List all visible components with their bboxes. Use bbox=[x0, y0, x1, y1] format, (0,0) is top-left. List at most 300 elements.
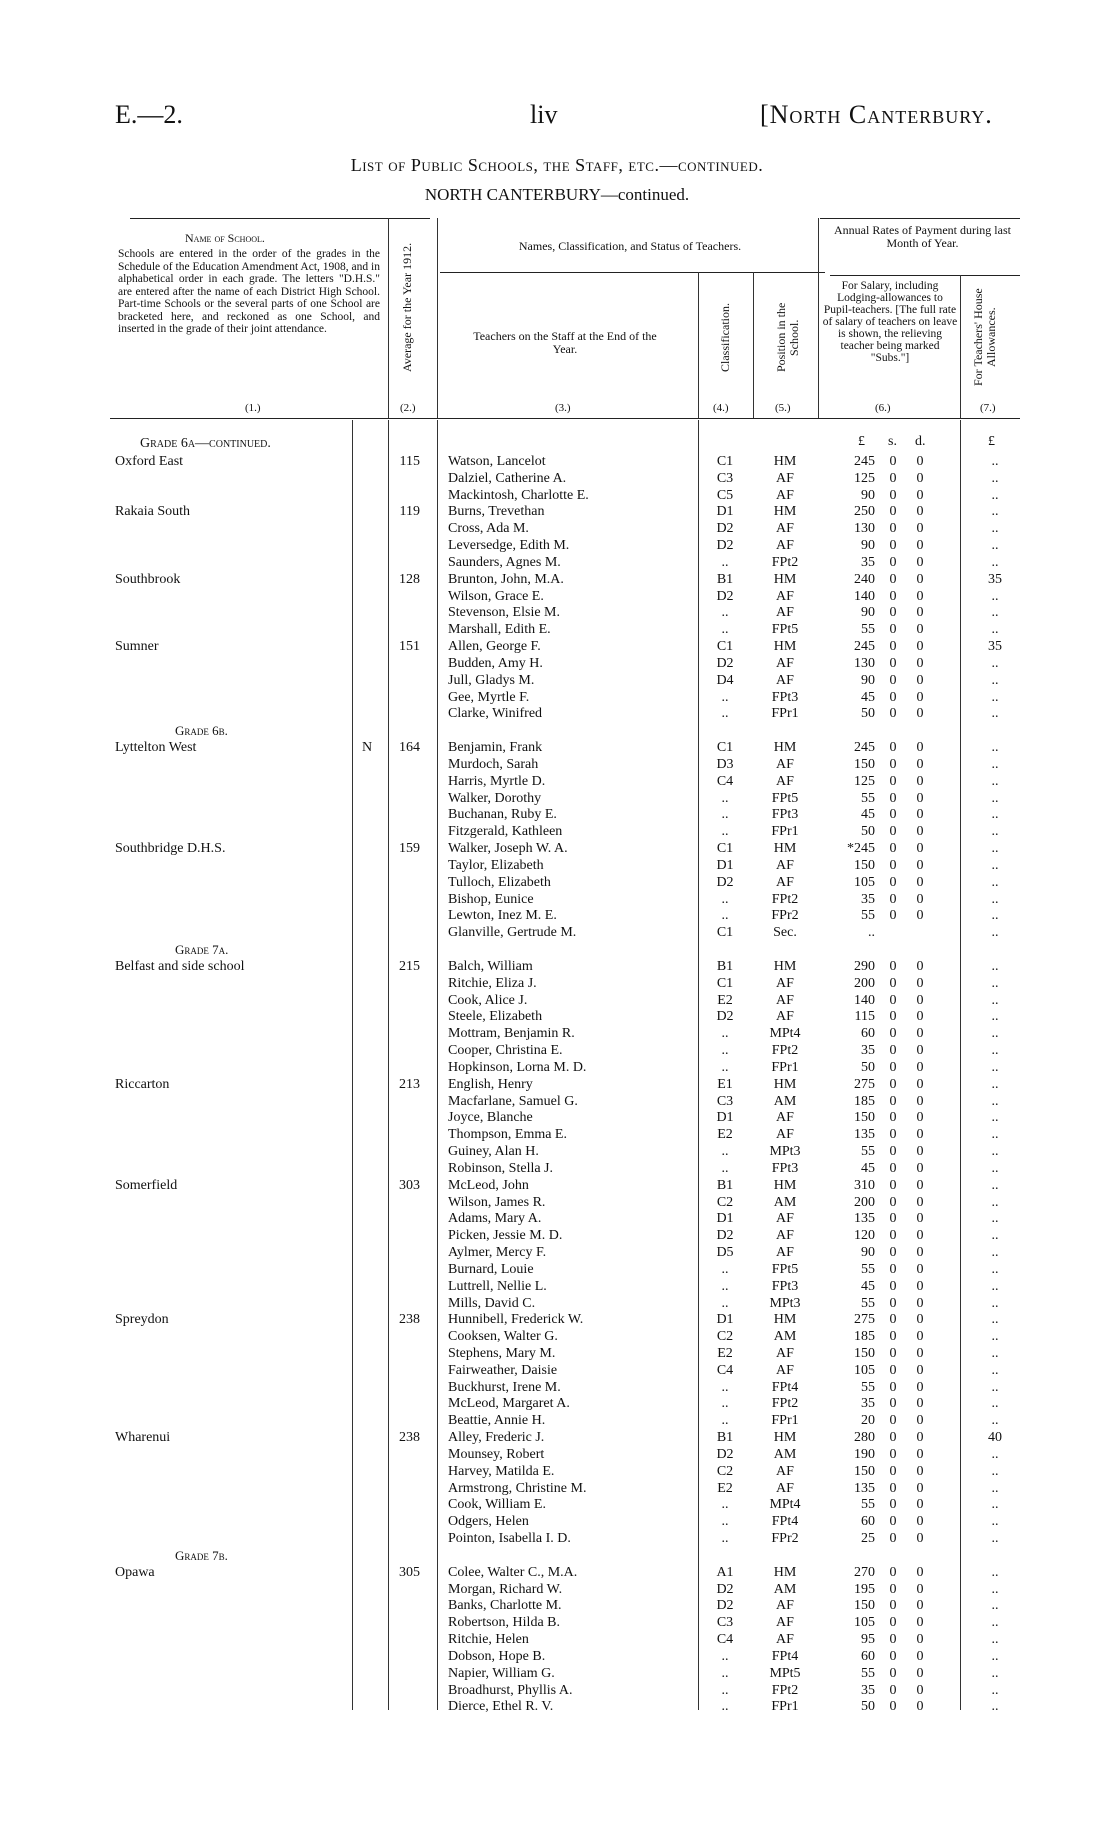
classification: .. bbox=[721, 807, 729, 823]
salary-shillings: 0 bbox=[889, 1648, 897, 1664]
position: HM bbox=[773, 958, 797, 974]
house-allowance: .. bbox=[991, 1446, 999, 1462]
classification: .. bbox=[721, 891, 729, 907]
col-divider bbox=[818, 218, 819, 418]
classification: E1 bbox=[717, 1076, 733, 1092]
classification: .. bbox=[721, 1682, 729, 1698]
teacher-name: Burns, Trevethan bbox=[448, 504, 545, 520]
position: AF bbox=[776, 588, 794, 604]
school-name: Belfast and side school bbox=[115, 958, 245, 974]
classification: E2 bbox=[717, 1127, 733, 1143]
table-row bbox=[0, 1513, 1114, 1530]
salary-pounds: 250 bbox=[854, 504, 875, 520]
classification: .. bbox=[721, 1059, 729, 1075]
salary-shillings: 0 bbox=[889, 1177, 897, 1193]
salary-shillings: 0 bbox=[889, 1396, 897, 1412]
position: AF bbox=[776, 874, 794, 890]
teacher-name: Burnard, Louie bbox=[448, 1261, 534, 1277]
house-allowance: .. bbox=[991, 824, 999, 840]
position: FPr1 bbox=[771, 706, 799, 722]
salary-pence: 0 bbox=[916, 1093, 924, 1109]
classification: C2 bbox=[716, 1329, 734, 1345]
col1-description: Schools are entered in the order of the grades in the Schedule of the Education Amendment Act, 1908, and in alphabetical order in each grade. The letters "D.H.S." are entered after the name of each District High School. Part-time Schools or the several parts of one School are bracketed here, and reckoned as one School, and inserted in the grade of their joint attendance. bbox=[118, 248, 380, 335]
table-row bbox=[0, 1210, 1114, 1227]
classification: D2 bbox=[716, 655, 734, 671]
salary-shillings: 0 bbox=[889, 1278, 897, 1294]
house-allowance: .. bbox=[991, 1144, 999, 1160]
salary-shillings: 0 bbox=[889, 1564, 897, 1580]
col1-number: (1.) bbox=[245, 402, 261, 414]
col4-number: (4.) bbox=[713, 402, 729, 414]
house-allowance: 40 bbox=[988, 1430, 1002, 1446]
table-row bbox=[0, 1564, 1114, 1581]
classification: D2 bbox=[716, 1009, 734, 1025]
salary-pence: 0 bbox=[916, 639, 924, 655]
salary-shillings: 0 bbox=[889, 538, 897, 554]
col7-number: (7.) bbox=[980, 402, 996, 414]
table-row bbox=[0, 739, 1114, 756]
table-row bbox=[0, 857, 1114, 874]
salary-pounds: 50 bbox=[861, 1059, 875, 1075]
grade-heading-row bbox=[0, 1547, 1114, 1564]
table-row bbox=[0, 604, 1114, 621]
col1-heading: Name of School. bbox=[185, 231, 265, 245]
group-rule bbox=[830, 275, 1020, 276]
salary-pounds: 90 bbox=[861, 605, 875, 621]
salary-pounds: 20 bbox=[861, 1413, 875, 1429]
teacher-name: Walker, Dorothy bbox=[448, 790, 542, 806]
position: Sec. bbox=[773, 925, 797, 941]
salary-pence: 0 bbox=[916, 1581, 924, 1597]
classification: B1 bbox=[716, 571, 734, 587]
classification: C3 bbox=[716, 1093, 734, 1109]
salary-pounds: 35 bbox=[861, 1043, 875, 1059]
school-name: Opawa bbox=[115, 1564, 155, 1580]
house-allowance: .. bbox=[991, 756, 999, 772]
salary-pence: 0 bbox=[916, 975, 924, 991]
salary-shillings: 0 bbox=[889, 908, 897, 924]
salary-pence: 0 bbox=[916, 908, 924, 924]
position: AF bbox=[776, 538, 794, 554]
salary-pounds: 60 bbox=[861, 1026, 875, 1042]
position: FPr1 bbox=[771, 1059, 799, 1075]
salary-pence: 0 bbox=[916, 790, 924, 806]
salary-pounds: 55 bbox=[861, 622, 875, 638]
teacher-name: Lewton, Inez M. E. bbox=[448, 908, 557, 924]
teacher-name: Stevenson, Elsie M. bbox=[448, 605, 560, 621]
classification: C4 bbox=[716, 773, 734, 789]
salary-shillings: 0 bbox=[889, 841, 897, 857]
salary-shillings: 0 bbox=[889, 975, 897, 991]
salary-pence: 0 bbox=[916, 1345, 924, 1361]
classification: .. bbox=[721, 790, 729, 806]
teacher-name: Benjamin, Frank bbox=[448, 740, 543, 756]
classification: D2 bbox=[716, 1228, 734, 1244]
house-allowance: .. bbox=[991, 689, 999, 705]
house-allowance: .. bbox=[991, 1110, 999, 1126]
classification: E2 bbox=[717, 992, 733, 1008]
position: MPt3 bbox=[769, 1295, 801, 1311]
classification: .. bbox=[721, 1160, 729, 1176]
position: AF bbox=[776, 1009, 794, 1025]
classification: .. bbox=[721, 1295, 729, 1311]
col2-heading: Average for the Year 1912. bbox=[400, 242, 414, 373]
salary-pence: 0 bbox=[916, 1396, 924, 1412]
salary-shillings: 0 bbox=[889, 1312, 897, 1328]
house-allowance: .. bbox=[991, 1497, 999, 1513]
teacher-name: Dalziel, Catherine A. bbox=[448, 470, 567, 486]
salary-pence: 0 bbox=[916, 1598, 924, 1614]
position: MPt3 bbox=[769, 1144, 801, 1160]
house-allowance: .. bbox=[991, 487, 999, 503]
classification: D1 bbox=[716, 504, 734, 520]
house-allowance: .. bbox=[991, 1261, 999, 1277]
salary-shillings: 0 bbox=[889, 1665, 897, 1681]
teacher-name: Guiney, Alan H. bbox=[448, 1144, 539, 1160]
header-top-rule bbox=[130, 218, 430, 219]
table-row bbox=[0, 790, 1114, 807]
position: FPr2 bbox=[771, 1531, 799, 1547]
salary-pounds: 45 bbox=[861, 689, 875, 705]
salary-pounds: 105 bbox=[854, 1615, 875, 1631]
classification: D5 bbox=[716, 1245, 734, 1260]
table-row bbox=[0, 1362, 1114, 1379]
house-allowance: .. bbox=[991, 1043, 999, 1059]
salary-shillings: 0 bbox=[889, 1581, 897, 1597]
salary-pounds: 90 bbox=[861, 538, 875, 554]
teacher-name: Allen, George F. bbox=[448, 639, 541, 655]
house-allowance: .. bbox=[991, 1211, 999, 1227]
average-attendance: 238 bbox=[399, 1312, 420, 1328]
position: AF bbox=[776, 1598, 794, 1614]
classification: D2 bbox=[716, 1446, 734, 1462]
col7-heading: For Teachers' House Allowances. bbox=[971, 288, 998, 387]
salary-shillings: 0 bbox=[889, 622, 897, 638]
salary-pence: 0 bbox=[916, 1463, 924, 1479]
house-allowance: .. bbox=[991, 1329, 999, 1345]
classification: .. bbox=[721, 1514, 729, 1530]
house-allowance: .. bbox=[991, 588, 999, 604]
salary-shillings: 0 bbox=[889, 639, 897, 655]
table-row bbox=[0, 992, 1114, 1009]
salary-shillings: 0 bbox=[889, 655, 897, 671]
house-allowance: .. bbox=[991, 1514, 999, 1530]
house-allowance: .. bbox=[991, 605, 999, 621]
house-allowance: .. bbox=[991, 1564, 999, 1580]
position: HM bbox=[773, 504, 797, 520]
classification: .. bbox=[721, 1026, 729, 1042]
classification: C4 bbox=[716, 1632, 734, 1648]
salary-pence: 0 bbox=[916, 891, 924, 907]
teacher-name: Hopkinson, Lorna M. D. bbox=[448, 1059, 587, 1075]
salary-pounds: 150 bbox=[854, 1345, 875, 1361]
position: AF bbox=[776, 756, 794, 772]
house-allowance: .. bbox=[991, 841, 999, 857]
salary-shillings: 0 bbox=[889, 1194, 897, 1210]
salary-pence: 0 bbox=[916, 1312, 924, 1328]
teacher-name: Wilson, Grace E. bbox=[448, 588, 544, 604]
table-row bbox=[0, 487, 1114, 504]
teacher-name: Mackintosh, Charlotte E. bbox=[448, 487, 589, 503]
classification: D1 bbox=[716, 1211, 734, 1227]
classification: .. bbox=[721, 1413, 729, 1429]
salary-pounds: 280 bbox=[854, 1430, 875, 1446]
salary-pence: 0 bbox=[916, 706, 924, 722]
salary-pounds: 35 bbox=[861, 554, 875, 570]
teacher-name: Cooksen, Walter G. bbox=[448, 1329, 558, 1345]
classification: .. bbox=[721, 706, 729, 722]
salary-pounds: 185 bbox=[854, 1329, 875, 1345]
salary-pounds: 275 bbox=[854, 1076, 875, 1092]
average-attendance: 215 bbox=[399, 958, 420, 974]
house-allowance: .. bbox=[991, 1278, 999, 1294]
house-allowance: .. bbox=[991, 958, 999, 974]
col3-group-heading: Names, Classification, and Status of Teachers. bbox=[518, 239, 742, 253]
salary-pence: 0 bbox=[916, 1177, 924, 1193]
average-attendance: 305 bbox=[399, 1564, 420, 1580]
salary-shillings: 0 bbox=[889, 1682, 897, 1698]
salary-shillings: 0 bbox=[889, 1228, 897, 1244]
col2-number: (2.) bbox=[400, 402, 416, 414]
classification: .. bbox=[721, 1379, 729, 1395]
salary-shillings: 0 bbox=[889, 773, 897, 789]
house-allowance: .. bbox=[991, 857, 999, 873]
teacher-name: Colee, Walter C., M.A. bbox=[448, 1564, 578, 1580]
table-row bbox=[0, 1008, 1114, 1025]
salary-pounds: 290 bbox=[854, 958, 875, 974]
salary-pence: 0 bbox=[916, 622, 924, 638]
school-name: Riccarton bbox=[115, 1076, 170, 1092]
col6-group-heading: Annual Rates of Payment during last Month of Year. bbox=[834, 223, 1011, 250]
salary-pounds: 245 bbox=[854, 639, 875, 655]
position: HM bbox=[773, 1076, 797, 1092]
teacher-name: Beattie, Annie H. bbox=[448, 1413, 546, 1429]
salary-pence: 0 bbox=[916, 807, 924, 823]
average-attendance: 213 bbox=[399, 1076, 420, 1092]
salary-pence: 0 bbox=[916, 521, 924, 537]
house-allowance: .. bbox=[991, 1632, 999, 1648]
classification: .. bbox=[721, 824, 729, 840]
classification: B1 bbox=[716, 1430, 734, 1446]
salary-pounds: 270 bbox=[854, 1564, 875, 1580]
house-allowance: .. bbox=[991, 740, 999, 756]
house-allowance: .. bbox=[991, 1177, 999, 1193]
house-allowance: .. bbox=[991, 1615, 999, 1631]
classification: .. bbox=[721, 908, 729, 924]
position: FPt3 bbox=[771, 1160, 799, 1176]
position: AF bbox=[776, 1245, 794, 1260]
grade-heading: Grade 6b. bbox=[175, 723, 228, 739]
salary-pounds: 50 bbox=[861, 824, 875, 840]
house-allowance: .. bbox=[991, 1598, 999, 1614]
table-row bbox=[0, 1295, 1114, 1312]
salary-pounds: 55 bbox=[861, 790, 875, 806]
house-allowance: .. bbox=[991, 1059, 999, 1075]
house-pound-symbol: £ bbox=[988, 434, 995, 449]
position: HM bbox=[773, 454, 797, 469]
house-allowance: .. bbox=[991, 1295, 999, 1311]
salary-pence: 0 bbox=[916, 1211, 924, 1227]
salary-pounds: 150 bbox=[854, 1598, 875, 1614]
salary-pence: 0 bbox=[916, 571, 924, 587]
table-row bbox=[0, 1194, 1114, 1211]
table-row bbox=[0, 571, 1114, 588]
house-allowance: .. bbox=[991, 925, 999, 941]
salary-pounds: 130 bbox=[854, 655, 875, 671]
classification: B1 bbox=[716, 1177, 734, 1193]
table-row bbox=[0, 1311, 1114, 1328]
salary-shillings: 0 bbox=[889, 706, 897, 722]
salary-pounds: 90 bbox=[861, 487, 875, 503]
house-allowance: .. bbox=[991, 1396, 999, 1412]
table-row bbox=[0, 1059, 1114, 1076]
salary-shillings: 0 bbox=[889, 1480, 897, 1496]
house-allowance: .. bbox=[991, 1076, 999, 1092]
teacher-name: Cross, Ada M. bbox=[448, 521, 529, 537]
house-allowance: .. bbox=[991, 1362, 999, 1378]
salary-shillings: 0 bbox=[889, 1345, 897, 1361]
teacher-name: Saunders, Agnes M. bbox=[448, 554, 561, 570]
salary-pounds: 105 bbox=[854, 874, 875, 890]
table-row bbox=[0, 891, 1114, 908]
classification: C1 bbox=[716, 454, 734, 469]
teacher-name: Balch, William bbox=[448, 958, 533, 974]
classification: C5 bbox=[716, 487, 734, 503]
house-allowance: .. bbox=[991, 1581, 999, 1597]
position: AF bbox=[776, 1110, 794, 1126]
classification: C1 bbox=[716, 975, 734, 991]
pound-symbol: £ bbox=[858, 434, 865, 449]
position: FPt2 bbox=[771, 554, 799, 570]
teacher-name: Murdoch, Sarah bbox=[448, 756, 539, 772]
salary-shillings: 0 bbox=[889, 1144, 897, 1160]
school-name: Southbrook bbox=[115, 571, 181, 587]
salary-pence: 0 bbox=[916, 1362, 924, 1378]
position: FPr1 bbox=[771, 1413, 799, 1429]
salary-pence: 0 bbox=[916, 1144, 924, 1160]
salary-pence: 0 bbox=[916, 672, 924, 688]
salary-pounds: 310 bbox=[854, 1177, 875, 1193]
teacher-name: Mounsey, Robert bbox=[448, 1446, 545, 1462]
house-allowance: .. bbox=[991, 807, 999, 823]
salary-shillings: 0 bbox=[889, 504, 897, 520]
house-allowance: .. bbox=[991, 554, 999, 570]
salary-shillings: 0 bbox=[889, 1026, 897, 1042]
col3-number: (3.) bbox=[555, 402, 571, 414]
grade-heading: Grade 7a. bbox=[175, 942, 229, 958]
position: AF bbox=[776, 470, 794, 486]
teacher-name: Mills, David C. bbox=[448, 1295, 536, 1311]
house-allowance: .. bbox=[991, 538, 999, 554]
teacher-name: Aylmer, Mercy F. bbox=[448, 1245, 547, 1260]
classification: .. bbox=[721, 1043, 729, 1059]
salary-pounds: 140 bbox=[854, 992, 875, 1008]
classification: .. bbox=[721, 1648, 729, 1664]
table-row bbox=[0, 1278, 1114, 1295]
position: HM bbox=[773, 1177, 797, 1193]
classification: C1 bbox=[716, 740, 734, 756]
table-row bbox=[0, 1614, 1114, 1631]
table-row bbox=[0, 1395, 1114, 1412]
salary-shillings: 0 bbox=[889, 1076, 897, 1092]
position: MPt4 bbox=[769, 1026, 801, 1042]
classification: D2 bbox=[716, 538, 734, 554]
salary-pence: 0 bbox=[916, 1480, 924, 1496]
salary-pence: 0 bbox=[916, 958, 924, 974]
salary-shillings: 0 bbox=[889, 672, 897, 688]
house-allowance: .. bbox=[991, 1160, 999, 1176]
salary-pounds: 90 bbox=[861, 672, 875, 688]
salary-pence: 0 bbox=[916, 874, 924, 890]
table-row bbox=[0, 1109, 1114, 1126]
page-subtitle: NORTH CANTERBURY—continued. bbox=[424, 185, 690, 204]
col-divider bbox=[960, 275, 961, 418]
house-allowance: .. bbox=[991, 874, 999, 890]
teacher-name: Harvey, Matilda E. bbox=[448, 1463, 555, 1479]
page-section-code: E.—2. bbox=[115, 100, 183, 129]
salary-pounds: 45 bbox=[861, 807, 875, 823]
house-allowance: .. bbox=[991, 706, 999, 722]
salary-pence: 0 bbox=[916, 1514, 924, 1530]
house-allowance: .. bbox=[991, 1093, 999, 1109]
position: AF bbox=[776, 1362, 794, 1378]
salary-shillings: 0 bbox=[889, 1329, 897, 1345]
table-row bbox=[0, 1160, 1114, 1177]
salary-shillings: 0 bbox=[889, 1598, 897, 1614]
school-note: N bbox=[362, 740, 373, 756]
table-row bbox=[0, 1177, 1114, 1194]
table-row bbox=[0, 621, 1114, 638]
table-row bbox=[0, 1446, 1114, 1463]
salary-pence: 0 bbox=[916, 1446, 924, 1462]
salary-shillings: 0 bbox=[889, 1514, 897, 1530]
salary-pounds: 130 bbox=[854, 521, 875, 537]
classification: C3 bbox=[716, 1615, 734, 1631]
salary-shillings: 0 bbox=[889, 1059, 897, 1075]
house-allowance: .. bbox=[991, 891, 999, 907]
table-row bbox=[0, 689, 1114, 706]
school-name: Oxford East bbox=[115, 454, 184, 469]
table-row bbox=[0, 1076, 1114, 1093]
position: AM bbox=[773, 1446, 797, 1462]
table-row bbox=[0, 503, 1114, 520]
classification: D4 bbox=[716, 672, 734, 688]
average-attendance: 119 bbox=[399, 504, 420, 520]
col3-heading: Teachers on the Staff at the End of the Year. bbox=[473, 329, 657, 356]
salary-pounds: 135 bbox=[854, 1480, 875, 1496]
table-row bbox=[0, 773, 1114, 790]
teacher-name: Dierce, Ethel R. V. bbox=[448, 1699, 554, 1715]
salary-pence: 0 bbox=[916, 1009, 924, 1025]
house-allowance: .. bbox=[991, 975, 999, 991]
salary-pence: 0 bbox=[916, 1278, 924, 1294]
salary-shillings: 0 bbox=[889, 1160, 897, 1176]
salary-pence: 0 bbox=[916, 1413, 924, 1429]
salary-pence: 0 bbox=[916, 1665, 924, 1681]
salary-pence: 0 bbox=[916, 1026, 924, 1042]
table-row bbox=[0, 874, 1114, 891]
average-attendance: 303 bbox=[399, 1177, 420, 1193]
teacher-name: Armstrong, Christine M. bbox=[448, 1480, 587, 1496]
house-allowance: .. bbox=[991, 1682, 999, 1698]
salary-pence: 0 bbox=[916, 1699, 924, 1715]
salary-shillings: 0 bbox=[889, 571, 897, 587]
teacher-name: Ritchie, Helen bbox=[448, 1632, 529, 1648]
position: HM bbox=[773, 1312, 797, 1328]
page-title: List of Public Schools, the Staff, etc.—continued. bbox=[350, 155, 764, 175]
teacher-name: Brunton, John, M.A. bbox=[448, 571, 564, 587]
teacher-name: Fitzgerald, Kathleen bbox=[448, 824, 563, 840]
